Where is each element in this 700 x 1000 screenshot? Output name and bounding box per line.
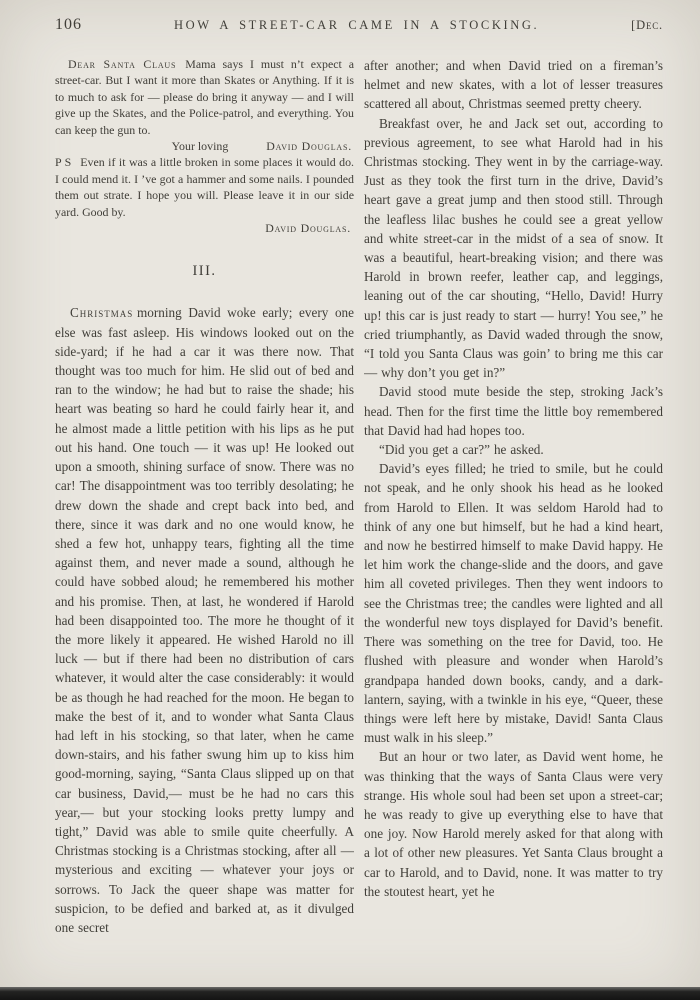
- letter-ps-text: Even if it was a little broken in some places it would do. I could mend it. I ’ve got a hammer and some nails. I pounded them out strate. I hope you will. Please leave it in our side yard. Good by.: [55, 155, 354, 219]
- page-bottom-edge: [0, 987, 700, 1000]
- section-heading: III.: [192, 263, 217, 280]
- letter-salutation: Dear Santa Claus: [68, 57, 177, 71]
- page-number: 106: [55, 16, 82, 33]
- story-paragraph: “Did you get a car?” he asked.: [379, 442, 544, 458]
- letter-signature: David Douglas.: [266, 139, 352, 154]
- story-paragraph-left: [55, 303, 354, 937]
- letter-body: [55, 56, 354, 138]
- page-header: [55, 16, 663, 34]
- letter-postscript: [55, 154, 354, 220]
- running-title: HOW A STREET-CAR CAME IN A STOCKING.: [173, 18, 540, 32]
- letter-body-text: Mama says I must n’t expect a street-car. But I want it more than Skates or Anything. If it is to much to ask for — please do bring it anyway — and I will give up the Skates, and the Police-patrol, and everything. You can keep the gun to.: [55, 57, 354, 137]
- story-paragraph: Breakfast over, he and Jack set out, according to previous agreement, to see what Harold had in his Christmas stocking. They went in by the carriage-way. Just as they took the first turn in the drive, David’s heart gave a great jump and then stood still. Through the leafless lilac bushes he could see a great yellow and white street-car in the midst of a sea of snow. It was a beautiful, heart-breaking vision; and there was Harold in brown reefer, leather cap, and leggings, leaning out of the car shouting, “Hello, David! Hurry up! this car is just ready to start — hurry! You see,” he cried triumphantly, as David waded through the snow, “I told you Santa Claus was goin’ to bring me this car — why don’t you get in?”: [364, 115, 663, 381]
- story-paragraph: David’s eyes filled; he tried to smile, but he could not speak, and he only shook his head as he looked from Harold to Ellen. It was seldom Harold had to think of any one but himself, but he had a kind heart, and now he bestirred himself to make David happy. He let him work the change-slide and the doors, and gave him all coveted privileges. Then they went indoors to see the Christmas tree; the candles were lighted and all the wonderful new toys displayed for David’s benefit. There was something on the tree for David, too. He flushed with pleasure and wonder when Harold’s grandpapa handed down books, candy, and a dark-lantern, saying, with a twinkle in his eye, “Queer, these things were left here by mistake, David! Santa Claus must walk in his sleep.”: [364, 461, 663, 746]
- paragraph-left-text: morning David woke early; every one else was fast asleep. His windows looked out on the side-yard; if he had a car it was there now. That thought was too much for him. He slid out of bed and ran to the window; he had but to raise the shade; his heart was beating so hard he could fairly hear it, and he almost made a little petition with his lips as he put out his hand. One touch — it was up! He looked out upon a smooth, shining surface of snow. There was no car! The disappointment was too terribly desolating; he drew down the shade and crept back into bed, and there, since it was dark and no one would know, he shed a few hot, unhappy tears, fighting all the time against them, and never made a sound, although he could have sobbed aloud; he remembered his mother and his promise. Then, at last, he wondered if Harold had been disappointed too. The more he thought of it the more likely it appeared. He wished Harold no ill luck — but if there had been no distribution of cars whatever, it would alter the case considerably: it would be as though he had reached for the moon. He began to make the best of it, and to wonder what Santa Claus had left in his stocking, so that later, when he came down-stairs, and his father swung him up to kiss him good-morning, saying, “Santa Claus slipped up on that car business, David,— must be he had no cars this year,— but your stocking looks pretty lumpy and tight,” David was able to smile quite cheerfully. A Christmas stocking is a Christmas stocking, after all — mysterious and exciting — whatever your joys or sorrows. To Jack the queer shape was matter for suspicion, to be defied and barked at, as it divulged one secret: [55, 305, 354, 935]
- letter-closing-line: [55, 138, 354, 154]
- story-paragraph: after another; and when David tried on a fireman’s helmet and new skates, with a lot of lesser treasures scattered all about, Christmas seemed pretty cheery.: [364, 58, 663, 112]
- left-column: [55, 56, 354, 956]
- santa-letter: [55, 56, 354, 236]
- letter-ps-label: P S: [55, 155, 72, 170]
- issue-date-label: [Dec.: [631, 18, 663, 32]
- story-paragraph: But an hour or two later, as David went home, he was thinking that the ways of Santa Claus were very strange. His whole soul had been set upon a street-car; he was ready to give up everything else to have that one joy. Now Harold merely asked for that along with a lot of other new pleasures. Yet Santa Claus brought a car to Harold, and to David, none. It was matter to try the stoutest heart, yet he: [364, 749, 663, 899]
- letter-closing: Your loving: [171, 139, 229, 154]
- paragraph-lead-word: Christmas: [70, 305, 134, 321]
- right-column: [364, 56, 663, 956]
- letter-ps-signature: David Douglas.: [265, 221, 351, 236]
- story-paragraph: David stood mute beside the step, stroking Jack’s head. Then for the first time the little boy remembered that David had had hopes too.: [364, 384, 663, 438]
